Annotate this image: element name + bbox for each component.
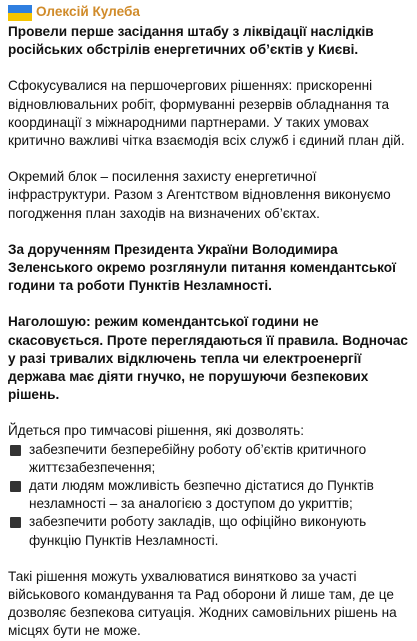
- flag-stripe-blue: [8, 5, 32, 13]
- post-paragraph-6: Йдеться про тимчасові рішення, які дозволять:: [8, 423, 305, 439]
- square-bullet-icon: [10, 445, 21, 456]
- flag-stripe-yellow: [8, 13, 32, 21]
- post-paragraph-2: Сфокусувалися на першочергових рішеннях: прискоренні відновлювальних робіт, формуванні резервів обладнання та координації з міжнародними партнерами. У таких умовах критично важливі чітка взаємодія всіх служб і єдиний план дій.: [8, 78, 405, 149]
- square-bullet-icon: [10, 517, 21, 528]
- post-paragraph-3: Окремий блок – посилення захисту енергетичної інфраструктури. Разом з Агентством відновлення виконуємо погодження план заходів на визначених об’єктах.: [8, 169, 391, 221]
- list-item-text: дати людям можливість безпечно дістатися до Пунктів незламності – за аналогією з доступом до укриттів;: [29, 478, 374, 512]
- author-name[interactable]: Олексій Кулеба: [36, 4, 140, 20]
- list-item: [8, 441, 409, 477]
- list-item: [8, 513, 409, 549]
- post-paragraph-7: Такі рішення можуть ухвалюватися винятково за участі військового командування та Рад оборони й лише там, де це дозволяє безпекова ситуація. Жодних самовільних рішень на місцях бути не може.: [8, 568, 397, 639]
- list-item-text: забезпечити роботу закладів, що офіційно виконують функцію Пунктів Незламності.: [29, 514, 367, 548]
- post-paragraph-1: Провели перше засідання штабу з ліквідації наслідків російських обстрілів енергетичних об’єктів у Києві.: [8, 24, 374, 58]
- list-item-text: забезпечити безперебійну роботу об’єктів критичного життєзабезпечення;: [29, 441, 367, 475]
- post-paragraph-5: Наголошую: режим комендантської години не скасовується. Проте переглядаються її правила. Водночас у разі тривалих відключень тепла чи електроенергії держава має діяти гнучко, не порушуючи безпекових рішень.: [8, 314, 408, 403]
- post-list: [8, 441, 409, 550]
- post-author[interactable]: [8, 4, 409, 21]
- ukraine-flag-icon: [8, 5, 32, 21]
- post-paragraph-4: За дорученням Президента України Володимира Зеленського окремо розглянули питання комендантської години та роботи Пунктів Незламності.: [8, 241, 396, 294]
- square-bullet-icon: [10, 481, 21, 492]
- list-item: [8, 477, 409, 513]
